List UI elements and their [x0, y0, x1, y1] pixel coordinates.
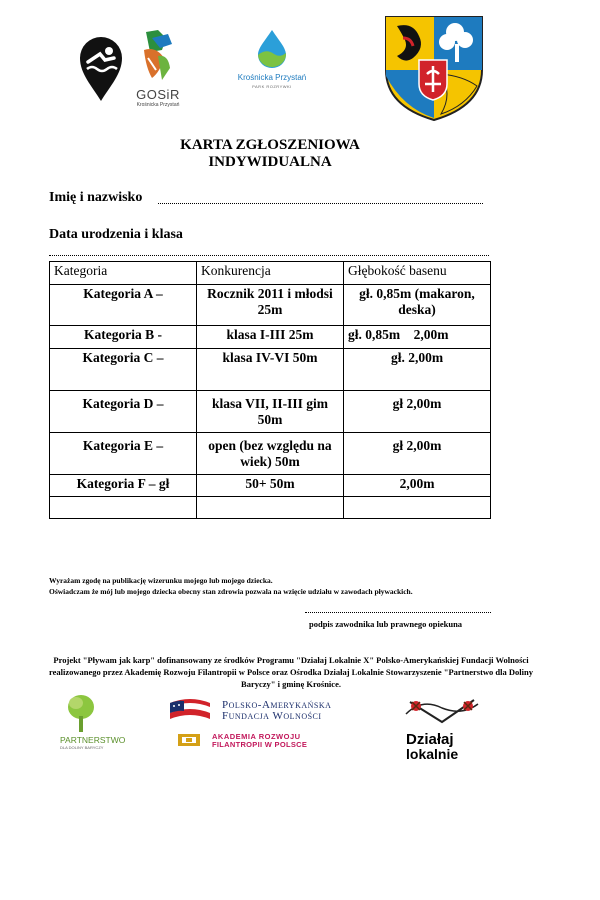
row-depth: gł. 0,85m 2,00m: [344, 326, 491, 349]
row-depth: gł 2,00m: [344, 391, 491, 433]
header-competition: Konkurencja: [197, 262, 344, 285]
krosnicka-przystan-label: Krośnicka Przystań: [237, 73, 307, 82]
table-header-row: [50, 262, 491, 285]
krosnicka-przystan-sublabel: PARK ROZRYWKI: [252, 84, 292, 89]
row-depth: gł. 2,00m: [344, 349, 491, 391]
form-title-line2: INDYWIDUALNA: [208, 154, 332, 170]
empty-cell[interactable]: [50, 497, 197, 519]
table-row: [50, 391, 491, 433]
swimmer-logo: [78, 34, 124, 102]
table-row: [50, 349, 491, 391]
partnerstwo-label: PARTNERSTWO: [60, 735, 126, 745]
row-depth: 2,00m: [344, 475, 491, 497]
pafw-label-line1: Polsko-Amerykańska: [222, 699, 332, 711]
row-competition: klasa VII, II-III gim 50m: [197, 391, 344, 433]
dzialaj-lokalnie-logo: [402, 694, 488, 766]
row-category: Kategoria A –: [50, 285, 197, 326]
row-competition: klasa IV-VI 50m: [197, 349, 344, 391]
header-category: Kategoria: [50, 262, 197, 285]
table-row: [50, 475, 491, 497]
category-table: [49, 261, 491, 519]
pafw-logo: [168, 697, 368, 723]
arfp-emblem-icon: [178, 734, 200, 746]
partnerstwo-sublabel: DLA DOLINY BARYCZY: [60, 745, 104, 750]
birth-field-line[interactable]: [49, 255, 489, 256]
row-category: Kategoria B -: [50, 326, 197, 349]
table-row: [50, 326, 491, 349]
flag-icon: [168, 697, 212, 723]
gosir-logo: [132, 28, 184, 110]
name-field-line[interactable]: [158, 203, 483, 204]
row-competition: Rocznik 2011 i młodsi 25m: [197, 285, 344, 326]
table-row: [50, 433, 491, 475]
lokalnie-label: lokalnie: [406, 746, 459, 762]
gosir-sublabel: Krośnicka Przystań: [136, 102, 180, 108]
project-credits: Projekt "Pływam jak karp" dofinansowany ze środków Programu "Działaj Lokalnie X" Polsko-Amerykańskiej Fundacji Wolności realizowanego przez Akademię Rozwoju Filantropii w Polsce oraz Ośrodka Działaj Lokalnie Stowarzyszenie "Partnerstwo dla Doliny Baryczy" i gminę Krośnice.: [49, 655, 533, 689]
birth-field-label: Data urodzenia i klasa: [49, 227, 183, 242]
signature-line[interactable]: [305, 612, 491, 613]
form-title-line1: KARTA ZGŁOSZENIOWA: [180, 137, 360, 153]
dzialaj-lokalnie-emblem-icon: [402, 694, 482, 730]
signature-label: podpis zawodnika lub prawnego opiekuna: [309, 619, 463, 629]
coat-of-arms-logo: [383, 14, 485, 122]
row-competition: klasa I-III 25m: [197, 326, 344, 349]
row-competition: 50+ 50m: [197, 475, 344, 497]
row-depth: gł 2,00m: [344, 433, 491, 475]
gosir-label: GOSiR: [136, 87, 180, 102]
name-field-label: Imię i nazwisko: [49, 190, 143, 205]
empty-cell[interactable]: [344, 497, 491, 519]
arfp-label-line1: AKADEMIA ROZWOJU: [212, 732, 301, 741]
arfp-logo: [178, 733, 368, 749]
table-row: [50, 285, 491, 326]
pafw-label-line2: Fundacja Wolności: [222, 710, 322, 722]
empty-cell[interactable]: [197, 497, 344, 519]
row-category: Kategoria C –: [50, 349, 197, 391]
form-title: [0, 137, 540, 171]
row-category: Kategoria F – gł: [50, 475, 197, 497]
row-category: Kategoria E –: [50, 433, 197, 475]
dzialaj-label: Działaj: [406, 731, 454, 748]
row-competition: open (bez względu na wiek) 50m: [197, 433, 344, 475]
partnerstwo-logo: [60, 694, 140, 754]
gosir-emblem-icon: [132, 28, 184, 84]
krosnicka-przystan-logo: [230, 28, 314, 98]
table-row-empty[interactable]: [50, 497, 491, 519]
arfp-label-line2: FILANTROPII W POLSCE: [212, 740, 308, 749]
water-drop-icon: [252, 28, 292, 68]
header-depth: Głębokość basenu: [344, 262, 491, 285]
row-category: Kategoria D –: [50, 391, 197, 433]
consent-health-text: Oświadczam że mój lub mojego dziecka obecny stan zdrowia pozwala na wzięcie udziału w zawodach pływackich.: [49, 587, 413, 596]
row-depth: gł. 0,85m (makaron, deska): [344, 285, 491, 326]
consent-image-text: Wyrażam zgodę na publikację wizerunku mojego lub mojego dziecka.: [49, 576, 273, 585]
tree-icon: [64, 694, 98, 734]
